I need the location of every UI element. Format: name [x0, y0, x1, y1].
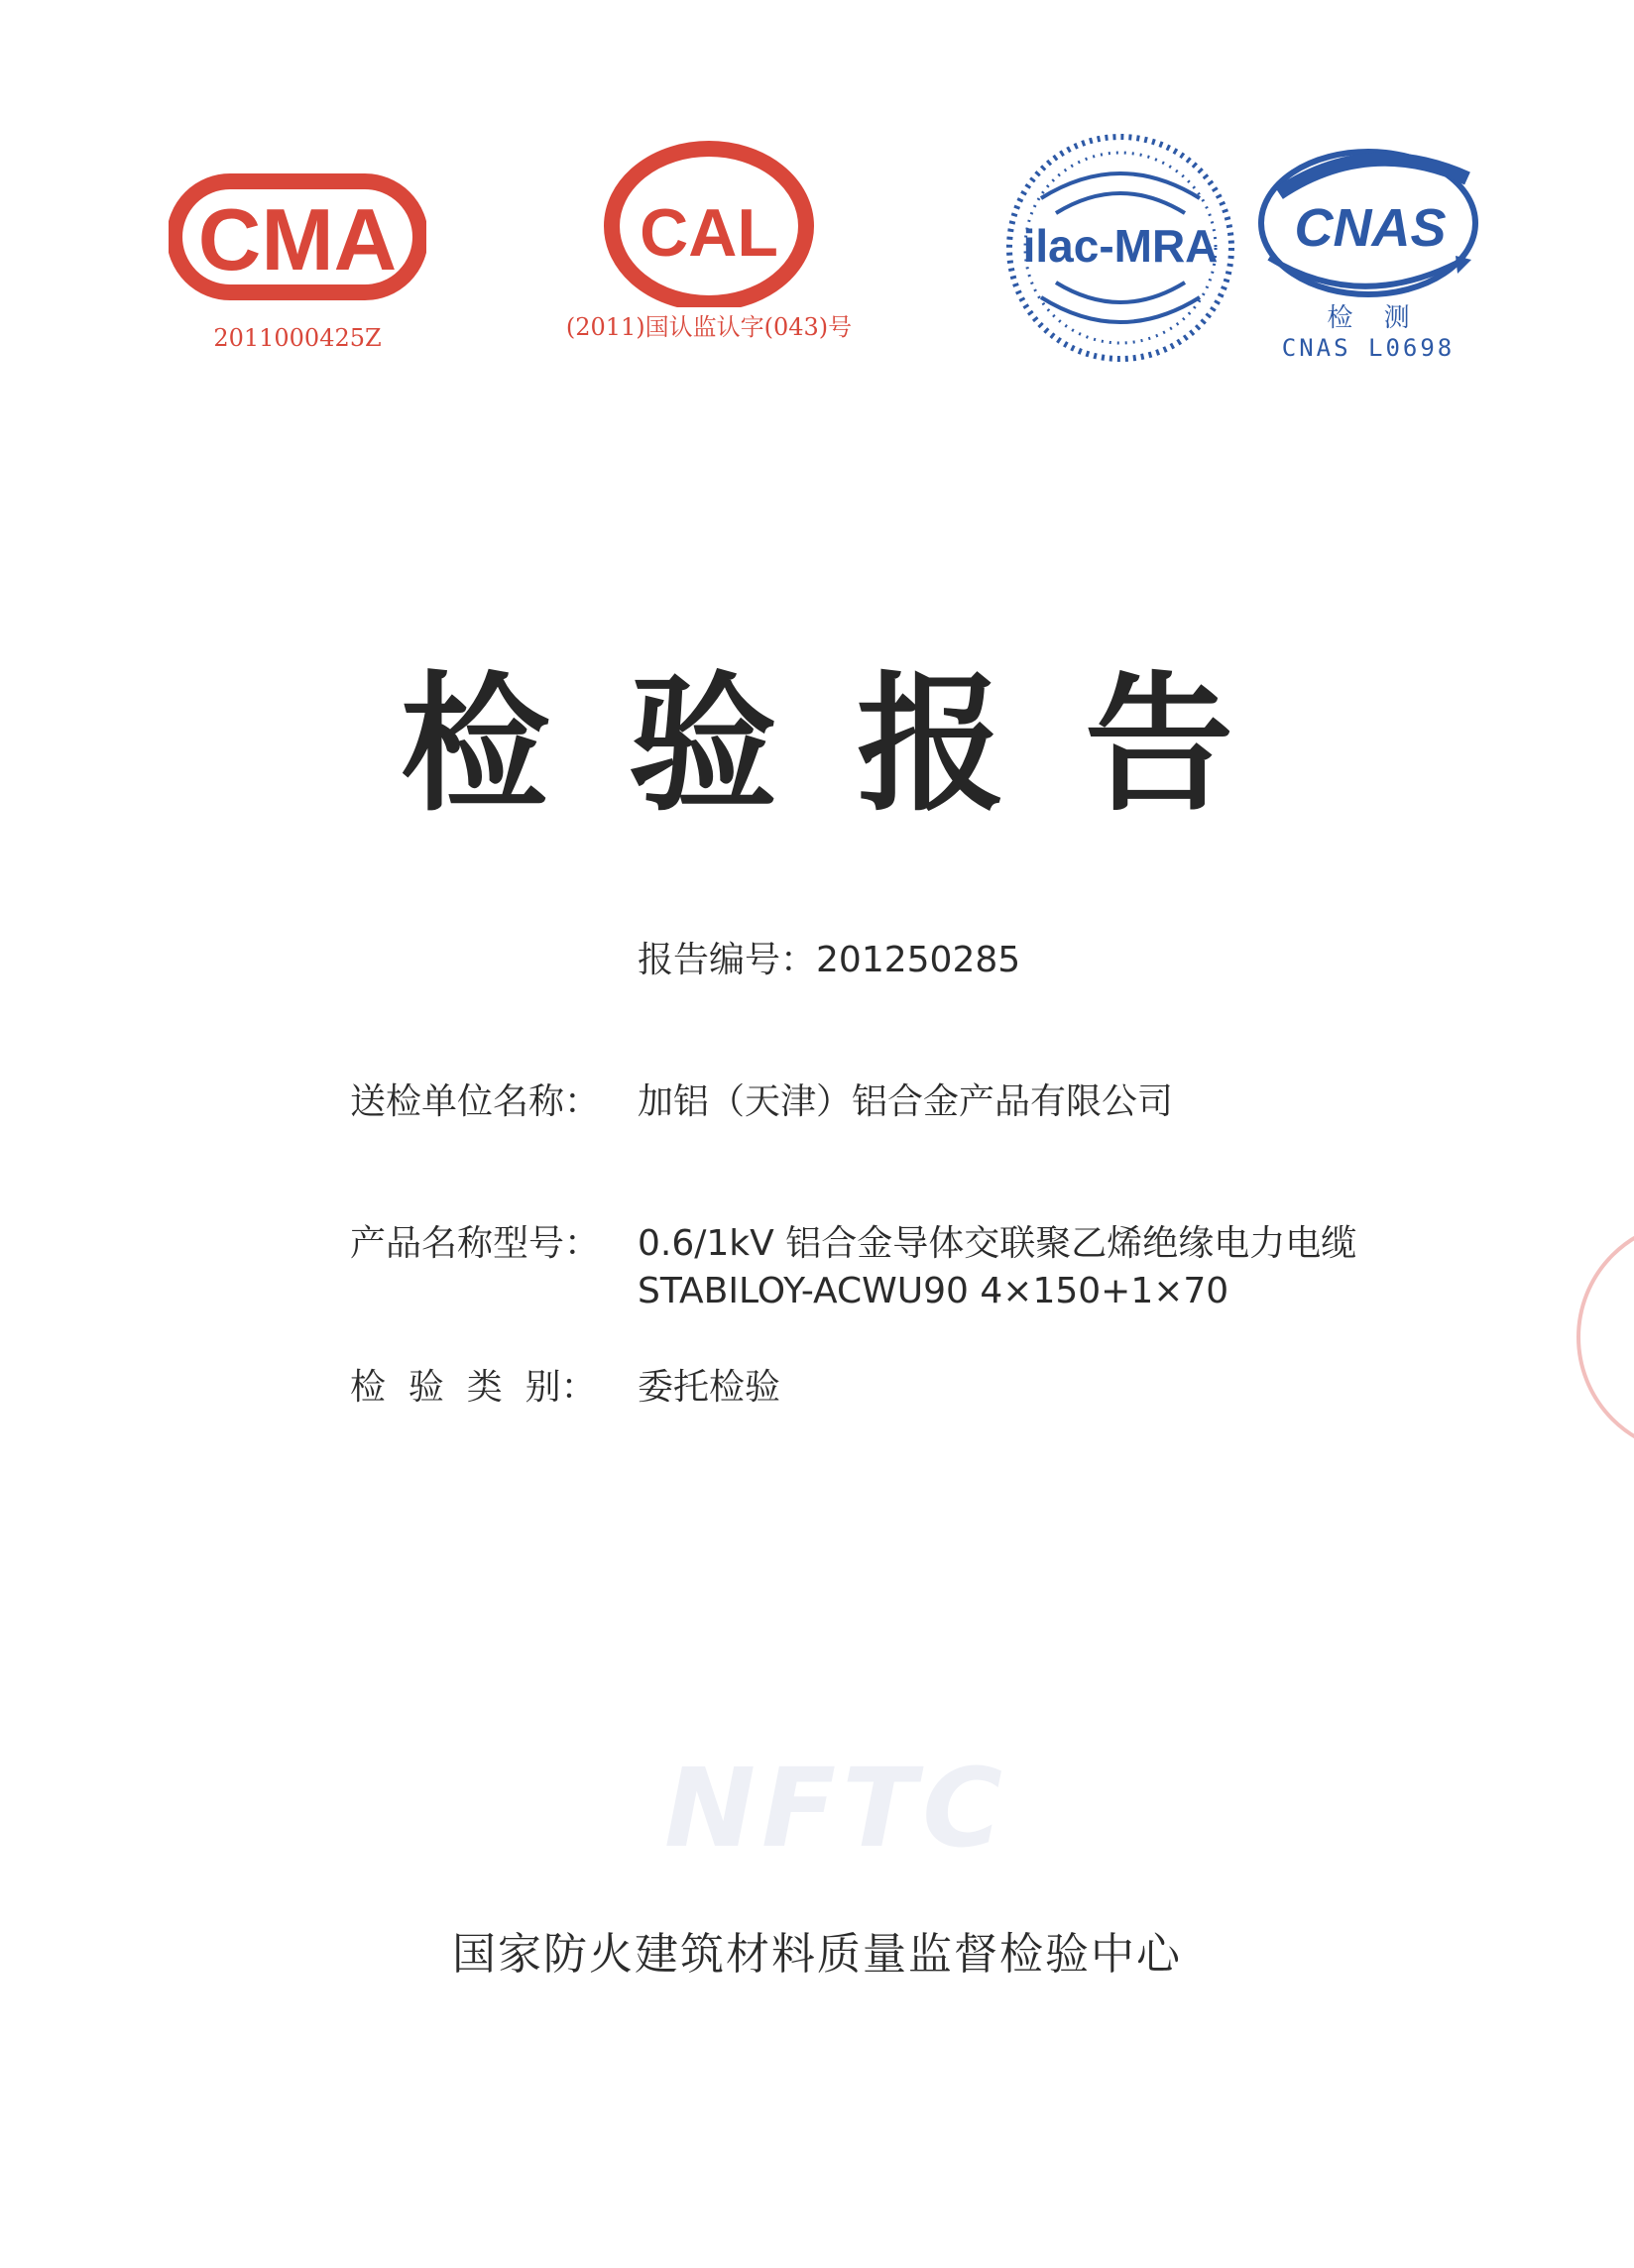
report-number-label: 报告编号： [638, 940, 817, 980]
report-number-row [638, 937, 1020, 984]
cal-number: (2011)国认监认字(043)号 [565, 313, 853, 341]
product-model-label: 产品名称型号： [350, 1223, 601, 1264]
cal-logo [540, 139, 877, 307]
ilac-mra-text: ilac-MRA [1022, 220, 1219, 272]
cnas-number: CNAS L0698 [1281, 334, 1456, 362]
field-submitting-unit [350, 1078, 1173, 1126]
submitting-unit-label: 送检单位名称： [350, 1081, 601, 1122]
nftc-watermark: NFTC [664, 1745, 1008, 1871]
cma-logo [169, 173, 426, 322]
cma-number: 2011000425Z [213, 324, 382, 352]
product-model-value-line2: STABILOY-ACWU90 4×150+1×70 [638, 1271, 1229, 1311]
cnas-logo [1249, 139, 1487, 307]
product-model-value-line1: 0.6/1kV 铝合金导体交联聚乙烯绝缘电力电缆 [638, 1223, 1357, 1264]
cnas-logo-text: CNAS [1294, 198, 1447, 258]
product-model-values [638, 1220, 1356, 1315]
ilac-mra-logo [1001, 129, 1239, 367]
submitting-unit-value: 加铝（天津）铝合金产品有限公司 [638, 1081, 1174, 1122]
cnas-logo-block [1249, 139, 1487, 362]
issuing-organization: 国家防火建筑材料质量监督检验中心 [452, 1929, 1182, 1980]
cal-logo-block [540, 139, 877, 342]
inspection-category-value: 委托检验 [638, 1367, 781, 1408]
cnas-subtitle: 检 测 [1327, 303, 1410, 333]
cma-logo-letters: CMA [197, 190, 398, 288]
field-product-model [350, 1220, 1356, 1315]
edge-seal-stamp [1576, 1219, 1634, 1455]
ilac-mra-logo-block [1001, 129, 1239, 371]
cma-logo-block [169, 173, 426, 352]
report-number-value: 201250285 [816, 940, 1021, 980]
cal-logo-letters: CAL [640, 195, 778, 271]
report-title: 检验报告 [400, 659, 1313, 832]
inspection-category-label: 检 验 类 别： [350, 1367, 597, 1408]
field-inspection-category [350, 1364, 780, 1412]
